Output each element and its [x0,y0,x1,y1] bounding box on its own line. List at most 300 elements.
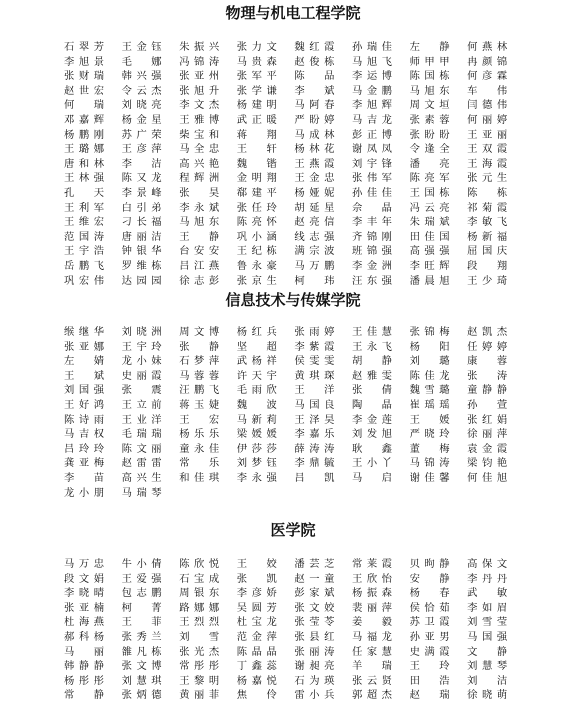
student-name: 路 娜 娜 [179,601,220,614]
student-name: 牛 小 倩 [121,558,162,570]
student-name: 龙 小 朋 [64,486,104,499]
student-name: 王 双 霞 [467,143,508,156]
student-name: 王 斌 [64,369,104,382]
student-name: 陶 晶 [351,398,392,411]
student-name: 杜 宝 龙 [236,616,277,629]
student-name: 马 万 鹏 [294,259,335,272]
student-name: 巩 小 涵 [236,230,277,243]
student-name: 何 佳 旭 [467,471,508,484]
student-name: 周 文 博 [179,326,220,338]
student-name: 杨 娅 妮 [294,186,335,199]
student-name: 李 斌 [294,84,335,97]
student-name: 杨 林 花 [294,143,335,156]
student-name: 马 瑞 琴 [121,486,162,499]
student-name: 董 梅 [409,442,450,455]
student-name: 张 倩 [351,384,392,397]
student-name: 张 秀 兰 [121,630,162,643]
student-name: 袁 金 霞 [467,442,508,455]
student-name: 史 满 霞 [409,645,450,658]
student-name: 刘 国 强 [64,384,104,397]
student-name: 陈 晶 晶 [236,645,277,658]
student-name: 陈 又 龙 [121,172,162,185]
student-name: 李 永 强 [236,471,277,484]
student-name: 严 晓 玲 [409,428,450,441]
student-name: 马 新 莉 [236,413,277,426]
student-name: 张 县 红 [294,630,335,643]
student-name: 王 爱 强 [121,572,162,585]
student-name: 刘 慧 琪 [121,674,162,687]
student-name: 杨 振 森 [351,587,392,600]
student-name: 武 敏 [467,587,508,600]
student-name: 左 静 [409,41,450,53]
student-name: 李 旭 景 [64,55,104,68]
student-name: 马 旭 东 [179,216,220,229]
student-name: 黄 琪 琛 [294,369,335,382]
student-name: 王 泽 昊 [294,413,335,426]
student-name: 崔 瑶 瑶 [409,398,450,411]
student-name: 李 彦 娇 [236,587,277,600]
student-name: 周 银 东 [179,587,220,600]
student-name: 范 国 涛 [64,230,104,243]
student-name: 王 洋 [294,384,335,397]
student-name: 张 财 瑞 [64,70,104,83]
student-name: 刘 晓 亮 [121,99,162,112]
student-name: 白 引 弟 [121,201,162,214]
student-name: 焦 伶 [236,689,277,702]
student-name: 赵 雅 雯 [351,369,392,382]
student-name: 石 为 瑛 [294,674,335,687]
student-name: 张 凯 [236,572,277,585]
student-name: 柯 菁 [121,601,162,614]
student-name: 刘 慧 琴 [467,660,508,673]
student-name: 王 宏 [179,413,220,426]
student-name: 马 启 [351,471,392,484]
student-name: 田 佳 国 [409,230,450,243]
student-name: 何 彦 霖 [467,70,508,83]
student-name: 杨 红 兵 [236,326,277,338]
student-name: 张 雨 婷 [294,326,335,338]
student-name: 高 兴 生 [121,471,162,484]
student-name: 鲁 永 豪 [236,259,277,272]
student-name: 马 旭 东 [409,84,450,97]
student-name: 李 金 洲 [351,259,392,272]
student-name: 侯 恰 茹 [409,601,450,614]
student-name: 李 洁 [121,157,162,170]
student-name: 石 梦 萍 [179,355,220,368]
student-name: 刘 宇 锋 [351,157,392,170]
student-name: 唐 丽 洁 [121,230,162,243]
student-name: 任 家 慧 [351,645,392,658]
student-name: 张 伟 军 [351,172,392,185]
student-name: 段 文 娟 [64,572,104,585]
student-name: 钟 银 华 [121,245,162,258]
student-name: 胡 静 [351,355,392,368]
student-name: 高 强 强 [409,245,450,258]
student-name: 唐 和 林 [64,157,104,170]
student-name: 巩 宏 伟 [64,274,104,287]
student-name: 张 莹 苓 [294,616,335,629]
student-name: 王 媛 [409,413,450,426]
student-name: 马 成 林 [294,128,335,141]
student-name: 张 旭 升 [179,84,220,97]
student-name: 谢 佳 馨 [409,471,450,484]
student-name: 李 晓 晴 [64,587,104,600]
student-name: 张 亚 娜 [64,340,104,353]
student-name: 谢 昶 亮 [294,660,335,673]
student-name: 潘 芸 芝 [294,558,335,570]
student-name: 王 姣 [236,558,277,570]
student-name: 常 彤 彤 [179,660,220,673]
student-name: 蒋 玉 婕 [179,398,220,411]
student-name: 王 玲 [409,660,450,673]
student-name: 羊 瑞 [351,660,392,673]
student-name: 徐 志 彭 [179,274,220,287]
student-name: 吴 圆 芳 [236,601,277,614]
student-name: 张 震 [121,384,162,397]
student-name: 毛 瑞 瑞 [121,428,162,441]
student-name: 王 轩 [236,143,277,156]
student-name: 魏 红 霞 [294,41,335,53]
student-name: 张 京 生 [236,274,277,287]
student-name: 武 正 暖 [236,113,277,126]
student-name: 魏 波 [236,398,277,411]
student-name: 徐 丽 萍 [467,428,508,441]
student-name: 王 静 [179,230,220,243]
student-name: 陈 欣 悦 [179,558,220,570]
student-name: 罗 维 栋 [121,259,162,272]
student-name: 吕 江 燕 [179,259,220,272]
student-name: 武 杨 祥 [236,355,277,368]
student-name: 彭 正 博 [351,128,392,141]
student-name: 耿 鑫 [351,442,392,455]
student-name: 陈 文 丽 [121,442,162,455]
student-name: 坚 超 [236,340,277,353]
student-name: 张 昊 [179,186,220,199]
student-name: 李 丹 丹 [467,572,508,585]
student-name: 张 静 [179,340,220,353]
student-name: 马 阿 春 [294,99,335,112]
student-name: 苏 卫 霞 [409,616,450,629]
section-title: 信息技术与传媒学院 [225,291,361,309]
student-name: 闫 德 伟 [467,99,508,112]
student-name: 张 红 娟 [467,413,508,426]
student-name: 王 亚 丽 [467,128,508,141]
student-name: 吕 凯 [294,471,335,484]
student-name: 毛 娜 [121,55,162,68]
student-name: 王 好 鸿 [64,398,104,411]
student-name: 台 安 安 [179,245,220,258]
student-name: 马 锦 涛 [409,457,450,470]
student-name: 李 金 莲 [351,413,392,426]
student-name: 马 金 鹏 [351,84,392,97]
student-name: 金 明 翔 [236,172,277,185]
student-name: 王 雅 博 [179,113,220,126]
student-name: 孙 佳 佳 [351,186,392,199]
student-name: 齐 锦 刚 [351,230,392,243]
student-name: 严 盼 婷 [294,113,335,126]
student-name: 王 菲 [121,616,162,629]
student-name: 伊 莎 莎 [236,442,277,455]
student-name: 杜 海 燕 [64,616,104,629]
student-name: 缑 继 华 [64,326,104,338]
student-name: 令 云 杰 [121,84,162,97]
student-name: 丁 鑫 蕊 [236,660,277,673]
student-name: 王 佳 慧 [351,326,392,338]
student-name: 高 兴 艳 [179,157,220,170]
section-title: 医学院 [270,521,316,539]
student-name: 谢 凤 凤 [351,143,392,156]
student-name: 柯 玮 [294,274,335,287]
student-name: 郗 建 平 [236,186,277,199]
student-name: 邓 嘉 辉 [64,113,104,126]
student-name: 朱 振 兴 [179,41,220,53]
student-name: 文 静 [467,645,508,658]
student-name: 常 莱 霞 [351,558,392,570]
student-name: 范 金 萍 [236,630,277,643]
student-name: 马 万 忠 [64,558,104,570]
student-name: 王 利 军 [64,201,104,214]
student-name: 何 瑞 [64,99,104,112]
student-name: 张 任 玲 [236,201,277,214]
student-name: 杨 乐 乐 [179,428,220,441]
student-name: 李 嘉 乐 [294,428,335,441]
student-name: 刁 长 福 [121,216,162,229]
student-name: 李 文 杰 [179,99,220,112]
student-name: 陈 亮 军 [409,172,450,185]
student-name: 刘 洁 [467,674,508,687]
student-name: 侯 雯 雯 [294,355,335,368]
student-name: 黄 丽 菲 [179,689,220,702]
student-name: 梁 媛 媛 [236,428,277,441]
student-name: 张 素 蓉 [409,113,450,126]
student-name: 张 云 贤 [351,674,392,687]
name-list [64,325,524,500]
student-name: 汪 鹏 飞 [179,384,220,397]
student-name: 张 涛 [467,369,508,382]
student-name: 陈 诗 雨 [64,413,104,426]
student-name: 包 志 鹏 [121,587,162,600]
student-name: 龙 小 妹 [121,355,162,368]
student-name: 何 丽 婷 [467,113,508,126]
student-name: 张 元 生 [467,172,508,185]
student-name: 李 丰 年 [351,216,392,229]
student-name: 程 辉 洲 [179,172,220,185]
student-name: 佘 晶 [351,201,392,214]
student-name: 常 静 [64,689,104,702]
student-name: 韩 静 静 [64,660,104,673]
student-name: 高 保 文 [467,558,508,570]
student-name: 孙 亚 男 [409,630,450,643]
student-name: 王 永 飞 [351,340,392,353]
student-name: 李 敏 飞 [467,216,508,229]
student-name: 李 永 斌 [179,201,220,214]
student-name: 刘 雪 [179,630,220,643]
student-name: 张 锦 梅 [409,326,450,338]
student-name: 班 锦 强 [351,245,392,258]
student-name: 孙 瑞 佳 [351,41,392,53]
student-name: 马 贵 森 [236,55,277,68]
student-name: 任 婷 婷 [467,340,508,353]
student-name: 杨 嘉 悦 [236,674,277,687]
student-name: 姜 毅 [351,616,392,629]
student-name: 冯 云 亮 [409,201,450,214]
student-name: 马 旭 飞 [351,55,392,68]
student-name: 屈 国 庆 [467,245,508,258]
student-name: 赵 世 宏 [64,84,104,97]
student-name: 童 永 佳 [179,442,220,455]
student-name: 孔 天 [64,186,104,199]
student-name: 康 蓉 [467,355,508,368]
student-name: 马 吉 权 [64,428,104,441]
student-name: 彭 家 斌 [294,587,335,600]
student-name: 王 宇 玲 [121,340,162,353]
student-name: 张 亚 楠 [64,601,104,614]
student-name: 周 文 垣 [409,99,450,112]
student-name: 赵 凯 杰 [467,326,508,338]
name-list [64,40,524,288]
student-name: 陈 国 栋 [409,70,450,83]
student-name: 雒 凡 栋 [121,645,162,658]
student-name: 魏 雪 璐 [409,384,450,397]
student-name: 赵 瑞 [409,689,450,702]
student-name: 柴 宝 和 [179,128,220,141]
student-name: 王 金 钰 [121,41,162,53]
student-name: 车 伟 [467,84,508,97]
student-name: 陈 品 [294,70,335,83]
student-name: 赵 俊 栋 [294,55,335,68]
student-name: 赵 一 童 [294,572,335,585]
student-name: 马 蓉 蓉 [179,369,220,382]
student-name: 苏 广 荣 [121,128,162,141]
student-name: 段 翔 [467,259,508,272]
student-name: 张 盼 盼 [409,128,450,141]
student-name: 王 立 前 [121,398,162,411]
student-name: 李 鼎 毓 [294,457,335,470]
student-name: 岳 鹏 飞 [64,259,104,272]
student-name: 赵 雷 雷 [121,457,162,470]
student-name: 杨 阳 [409,340,450,353]
student-name: 李 如 眉 [467,601,508,614]
student-name: 安 静 [409,572,450,585]
student-name: 李 紫 霞 [294,340,335,353]
student-name: 马 丽 [64,645,104,658]
student-name: 王 海 霞 [467,157,508,170]
student-name: 刘 晓 洲 [121,326,162,338]
student-name: 王 彦 萍 [121,143,162,156]
student-name: 王 金 忠 [294,172,335,185]
student-name: 裴 丽 萍 [351,601,392,614]
student-name: 张 丽 涛 [294,645,335,658]
student-name: 何 燕 林 [467,41,508,53]
student-name: 王 烈 烈 [179,616,220,629]
student-name: 毛 雨 欣 [236,384,277,397]
student-name: 张 文 姣 [294,601,335,614]
student-name: 薛 涛 涛 [294,442,335,455]
student-name: 吕 玲 玲 [64,442,104,455]
student-name: 潘 亮 [409,157,450,170]
student-name: 王 欣 怡 [351,572,392,585]
student-name: 汪 东 强 [351,274,392,287]
student-name: 陈 栋 [467,186,508,199]
student-name: 常 乐 [179,457,220,470]
student-name: 刘 璐 [409,355,450,368]
student-name: 张 光 杰 [179,645,220,658]
student-name: 刘 发 旭 [351,428,392,441]
student-name: 杨 彤 彤 [64,674,104,687]
name-list [64,557,524,703]
student-name: 龚 亚 梅 [64,457,104,470]
student-name: 左 婧 [64,355,104,368]
student-name: 令 逢 全 [409,143,450,156]
student-name: 杨 鹏 刚 [64,128,104,141]
student-name: 张 亚 州 [179,70,220,83]
student-name: 张 力 文 [236,41,277,53]
student-name: 郭 超 杰 [351,689,392,702]
student-name: 朱 瑞 斌 [409,216,450,229]
student-name: 魏 锴 [236,157,277,170]
student-name: 满 宗 波 [294,245,335,258]
student-name: 史 丽 霞 [121,369,162,382]
student-name: 达 园 园 [121,274,162,287]
student-name: 王 维 宏 [64,216,104,229]
student-name: 冉 颜 锦 [467,55,508,68]
student-name: 张 军 平 [236,70,277,83]
student-name: 王 黎 明 [179,674,220,687]
student-name: 杨 新 福 [467,230,508,243]
student-name: 郝 科 杨 [64,630,104,643]
student-name: 王 少 琦 [467,274,508,287]
student-name: 孙 萱 [467,398,508,411]
student-name: 王 璐 娜 [64,143,104,156]
student-name: 田 浩 [409,674,450,687]
student-name: 王 国 栋 [409,186,450,199]
student-name: 张 炳 德 [121,689,162,702]
student-name: 蒋 翔 [236,128,277,141]
student-name: 杨 春 [409,587,450,600]
student-name: 陈 佳 龙 [409,369,450,382]
student-name: 石 宝 成 [179,572,220,585]
student-name: 杨 金 星 [121,113,162,126]
student-name: 李 景 峰 [121,186,162,199]
student-name: 祁 菊 霞 [467,201,508,214]
student-name: 陈 亮 怀 [236,216,277,229]
student-name: 童 静 静 [467,384,508,397]
section-title: 物理与机电工程学院 [225,4,361,22]
student-name: 马 国 良 [294,398,335,411]
student-name: 刘 雪 莹 [467,616,508,629]
student-name: 李 运 博 [351,70,392,83]
student-name: 李 苗 [64,471,104,484]
student-name: 马 福 龙 [351,630,392,643]
student-name: 王 宇 浩 [64,245,104,258]
student-name: 张 文 博 [121,660,162,673]
student-name: 马 全 忠 [179,143,220,156]
student-name: 许 天 宇 [236,369,277,382]
student-name: 徐 晓 萌 [467,689,508,702]
student-name: 雷 小 兵 [294,689,335,702]
student-name: 贝 昫 静 [409,558,450,570]
student-name: 杨 建 明 [236,99,277,112]
student-name: 马 吉 龙 [351,113,392,126]
student-name: 刘 梦 钰 [236,457,277,470]
student-name: 王 林 强 [64,172,104,185]
student-name: 石 翠 芳 [64,41,104,53]
student-name: 李 旺 辉 [409,259,450,272]
student-name: 线 志 强 [294,230,335,243]
student-name: 韩 兴 强 [121,70,162,83]
student-name: 王 纪 栋 [236,245,277,258]
student-name: 和 佳 琪 [179,471,220,484]
